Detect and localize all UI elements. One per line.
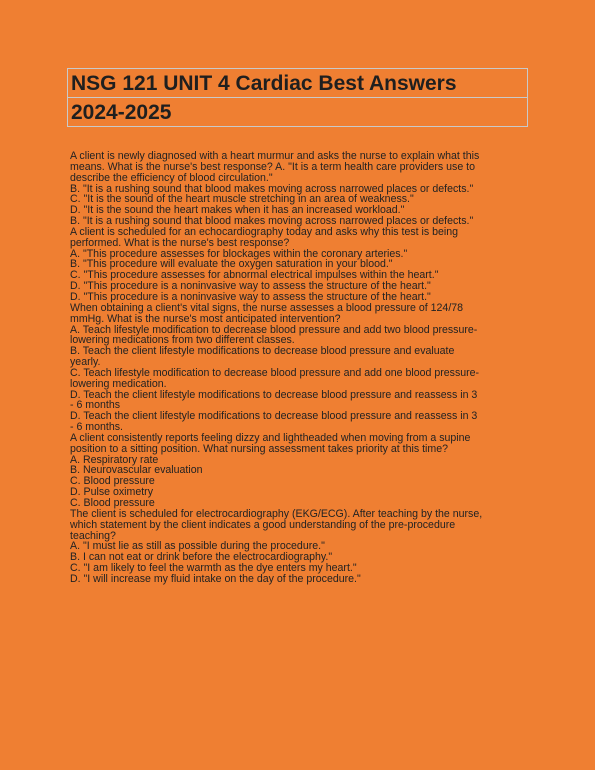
text-line: D. "This procedure is a noninvasive way to assess the structure of the heart." xyxy=(70,280,431,293)
text-line: C. Blood pressure xyxy=(70,497,155,509)
text-line: D. "This procedure is a noninvasive way to assess the structure of the heart." xyxy=(70,290,431,303)
text-line: describe the efficiency of blood circulation." xyxy=(70,171,273,184)
text-line: which statement by the client indicates a good understanding of the pre-procedure xyxy=(70,518,456,531)
text-line: B. "It is a rushing sound that blood makes moving across narrowed places or defects." xyxy=(70,215,474,228)
text-line: C. "I am likely to feel the warmth as the dye enters my heart." xyxy=(70,562,357,575)
text-line: A. Teach lifestyle modification to decrease blood pressure and add two blood pressure- xyxy=(70,323,478,336)
title-line-1: NSG 121 UNIT 4 Cardiac Best Answers xyxy=(71,72,457,95)
text-line: yearly. xyxy=(70,356,101,369)
text-line: position to a sitting position. What nursing assessment takes priority at this time? xyxy=(70,442,449,455)
text-line: A. Respiratory rate xyxy=(70,453,159,466)
text-line: C. "It is the sound of the heart muscle stretching in an area of weakness." xyxy=(70,193,414,206)
text-line: A client is scheduled for an echocardiography today and asks why this test is being xyxy=(70,225,459,238)
text-line: teaching? xyxy=(70,529,116,542)
text-line: - 6 months. xyxy=(70,421,123,434)
text-line: lowering medication. xyxy=(70,377,167,390)
text-line: D. Teach the client lifestyle modifications to decrease blood pressure and reassess in 3 xyxy=(70,388,478,401)
text-line: D. Pulse oximetry xyxy=(70,486,154,499)
document-title xyxy=(67,68,528,127)
text-line: performed. What is the nurse's best response? xyxy=(70,236,290,249)
text-line: C. Teach lifestyle modification to decrease blood pressure and add one blood pressure- xyxy=(70,366,480,379)
text-line: D. Teach the client lifestyle modifications to decrease blood pressure and reassess in 3 xyxy=(70,410,478,423)
text-line: A. "I must lie as still as possible during the procedure." xyxy=(70,540,325,553)
text-line: B. "This procedure will evaluate the oxygen saturation in your blood." xyxy=(70,258,393,271)
text-line: C. Blood pressure xyxy=(70,475,155,488)
text-line: A client consistently reports feeling dizzy and lightheaded when moving from a supine xyxy=(70,431,471,444)
title-line-2: 2024-2025 xyxy=(68,97,527,126)
text-line: B. Teach the client lifestyle modifications to decrease blood pressure and evaluate xyxy=(70,345,455,358)
text-line: B. Neurovascular evaluation xyxy=(70,464,203,477)
text-line: The client is scheduled for electrocardiography (EKG/ECG). After teaching by the nurse, xyxy=(70,507,483,520)
text-line: means. What is the nurse's best response? A. "It is a term health care providers use to xyxy=(70,160,476,173)
text-line: D. "It is the sound the heart makes when it has an increased workload." xyxy=(70,204,405,217)
text-line: lowering medications from two different classes. xyxy=(70,334,295,347)
text-line: A client is newly diagnosed with a heart murmur and asks the nurse to explain what this xyxy=(70,150,480,162)
text-line: B. I can not eat or drink before the electrocardiography." xyxy=(70,551,333,564)
text-line: - 6 months xyxy=(70,399,121,412)
text-line: A. "This procedure assesses for blockages within the coronary arteries." xyxy=(70,247,408,260)
text-line: D. "I will increase my fluid intake on the day of the procedure." xyxy=(70,572,361,585)
document-body xyxy=(70,151,530,585)
text-line: B. "It is a rushing sound that blood makes moving across narrowed places or defects." xyxy=(70,182,474,195)
text-line: C. "This procedure assesses for abnormal electrical impulses within the heart." xyxy=(70,269,439,282)
text-line: When obtaining a client's vital signs, the nurse assesses a blood pressure of 124/78 xyxy=(70,301,464,314)
text-line: mmHg. What is the nurse's most anticipated intervention? xyxy=(70,312,341,325)
